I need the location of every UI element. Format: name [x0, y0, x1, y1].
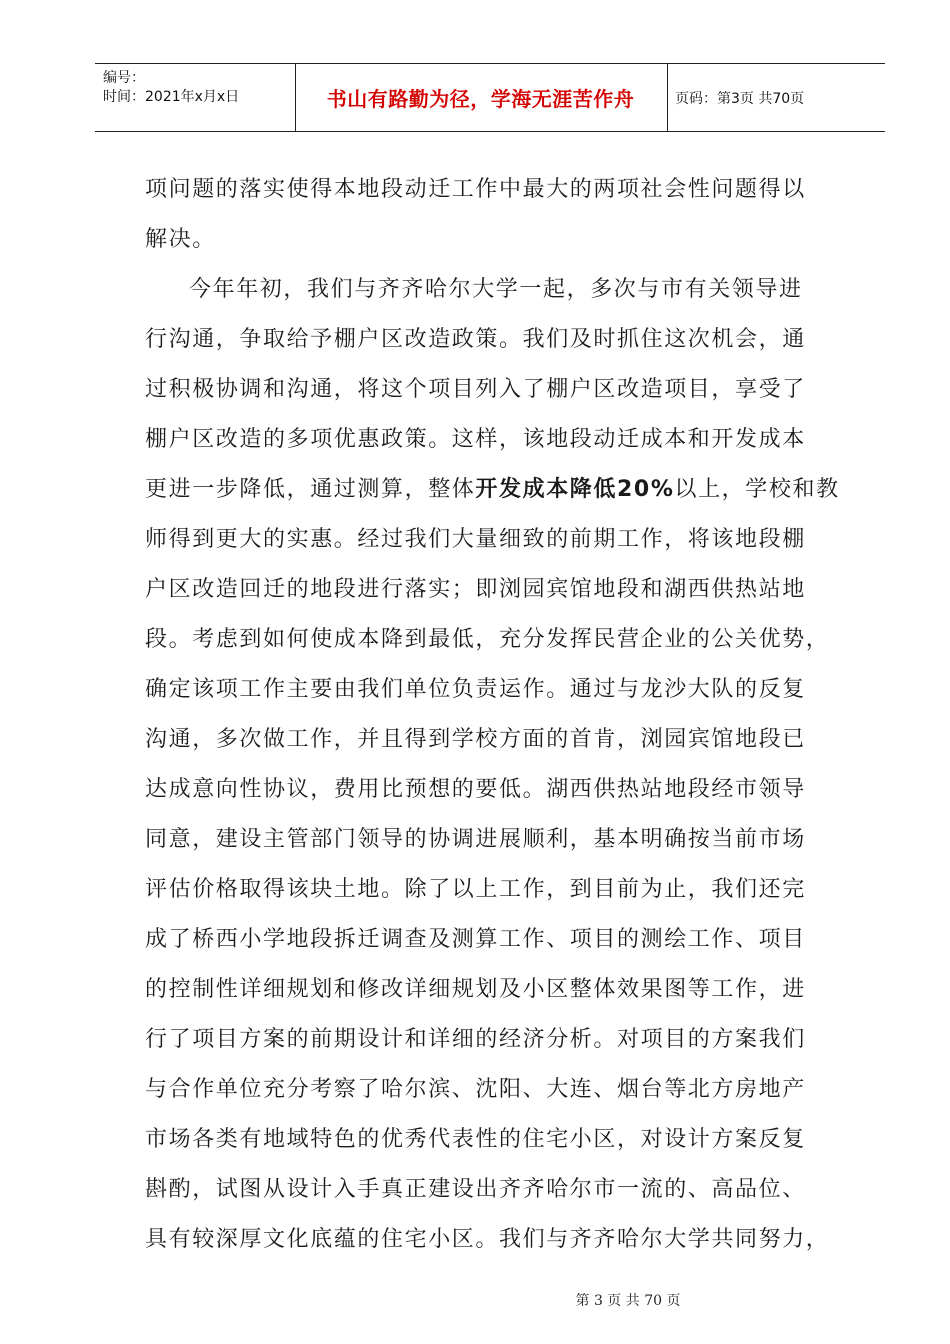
text-line: 棚户区改造的多项优惠政策。这样，该地段动迁成本和开发成本: [145, 427, 806, 452]
text-line: 今年年初，我们与齐齐哈尔大学一起，多次与市有关领导进: [189, 277, 803, 302]
header-divider: [667, 64, 668, 131]
text-line: 师得到更大的实惠。经过我们大量细致的前期工作，将该地段棚: [145, 527, 806, 552]
text-segment: 更进一步降低，通过测算，整体: [145, 477, 476, 502]
text-line: 解决。: [145, 227, 216, 252]
time-label: 时间：2021年x月x日: [103, 89, 240, 105]
text-line: 的控制性详细规划和修改详细规划及小区整体效果图等工作，进: [145, 977, 806, 1002]
bold-phrase: 开发成本降低20%: [475, 477, 675, 502]
text-line: 与合作单位充分考察了哈尔滨、沈阳、大连、烟台等北方房地产: [145, 1077, 806, 1102]
text-line-with-emphasis: [145, 472, 840, 503]
header-meta: [95, 64, 295, 131]
text-line: 沟通，多次做工作，并且得到学校方面的首肯，浏园宾馆地段已: [145, 727, 806, 752]
text-line: 市场各类有地域特色的优秀代表性的住宅小区，对设计方案反复: [145, 1127, 806, 1152]
text-line: 斟酌，试图从设计入手真正建设出齐齐哈尔市一流的、高品位、: [145, 1177, 806, 1202]
text-line: 户区改造回迁的地段进行落实；即浏园宾馆地段和湖西供热站地: [145, 577, 806, 602]
text-line: 确定该项工作主要由我们单位负责运作。通过与龙沙大队的反复: [145, 677, 806, 702]
text-line: 达成意向性协议，费用比预想的要低。湖西供热站地段经市领导: [145, 777, 806, 802]
text-line: 行了项目方案的前期设计和详细的经济分析。对项目的方案我们: [145, 1027, 806, 1052]
footer-page-number: 第 3 页 共 70 页: [575, 1293, 681, 1309]
text-line: 项问题的落实使得本地段动迁工作中最大的两项社会性问题得以: [145, 177, 806, 202]
header-motto: 书山有路勤为径，学海无涯苦作舟: [326, 87, 635, 111]
text-line: 具有较深厚文化底蕴的住宅小区。我们与齐齐哈尔大学共同努力，: [145, 1227, 830, 1252]
text-line: 同意，建设主管部门领导的协调进展顺利，基本明确按当前市场: [145, 827, 806, 852]
text-line: 评估价格取得该块土地。除了以上工作，到目前为止，我们还完: [145, 877, 806, 902]
text-line: 过积极协调和沟通，将这个项目列入了棚户区改造项目，享受了: [145, 377, 806, 402]
text-line: 段。考虑到如何使成本降到最低，充分发挥民营企业的公关优势，: [145, 627, 830, 652]
text-segment: 以上，学校和教: [674, 477, 840, 502]
header-page-label: 页码：第3页 共70页: [675, 90, 805, 107]
number-label: 编号：: [103, 70, 145, 86]
text-line: 成了桥西小学地段拆迁调查及测算工作、项目的测绘工作、项目: [145, 927, 806, 952]
page-footer: [0, 1290, 950, 1310]
page-header: [95, 63, 885, 132]
text-line: 行沟通，争取给予棚户区改造政策。我们及时抓住这次机会，通: [145, 327, 806, 352]
